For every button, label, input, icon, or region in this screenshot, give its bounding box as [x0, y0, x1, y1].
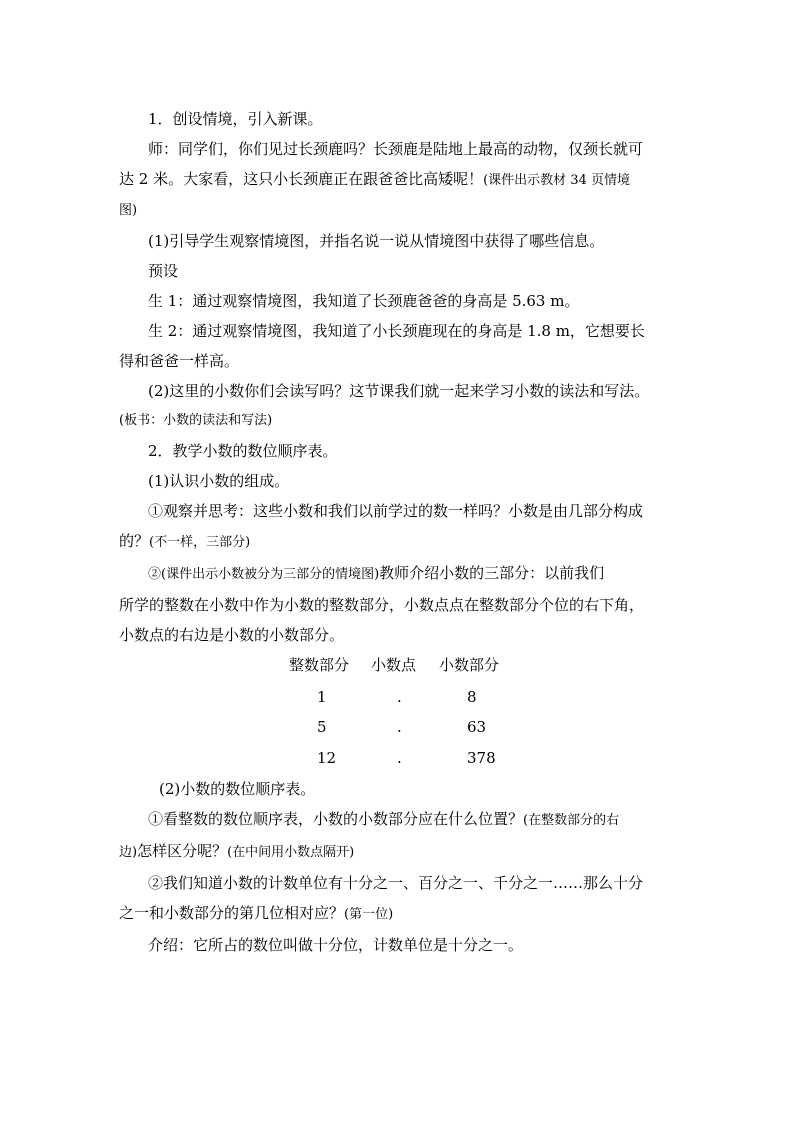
- courseware-note-2: ②(课件出示小数被分为三部分的情境图): [148, 567, 380, 582]
- courseware-note-end: 图): [119, 203, 138, 218]
- sub-question-1: (1)认识小数的组成。: [148, 472, 290, 490]
- section1-heading: 1．创设情境，引入新课。: [148, 110, 323, 128]
- header-decimal-part: 小数部分: [439, 656, 500, 674]
- teacher-speech-text: 达 2 米。大家看，这只小长颈鹿正在跟爸爸比高矮呢！: [119, 170, 484, 188]
- know-line2: [119, 898, 687, 930]
- observe-answer-note: (不一样，三部分): [149, 535, 251, 550]
- look-line1: [119, 804, 687, 836]
- look-answer-note-2: (在中间用小数点隔开): [227, 845, 355, 860]
- table-cell: 8: [467, 688, 477, 706]
- teacher-speech-line1: 师：同学们，你们见过长颈鹿吗？长颈鹿是陆地上最高的动物，仅颈长就可: [148, 140, 644, 158]
- table-cell: 378: [467, 749, 496, 767]
- sub-question-2: (2)小数的数位顺序表。: [159, 780, 316, 798]
- look-text: ①看整数的数位顺序表，小数的小数部分应在什么位置？: [148, 810, 524, 828]
- look-answer-note-end: 边): [119, 845, 138, 860]
- look-question: 怎样区分呢？: [137, 842, 228, 860]
- lesson-content: [119, 104, 687, 960]
- decimal-parts-table: [119, 650, 687, 774]
- table-cell: .: [397, 718, 402, 736]
- table-row: [119, 712, 687, 742]
- preset-label: 预设: [148, 262, 179, 280]
- courseware-note: (课件出示教材 34 页情境: [483, 173, 630, 188]
- question-2: (2)这里的小数你们会读写吗？这节课我们就一起来学习小数的读法和写法。: [148, 382, 650, 400]
- intro-line1: [119, 558, 687, 590]
- observe-line1: ①观察并思考：这些小数和我们以前学过的数一样吗？小数是由几部分构成: [148, 502, 644, 520]
- look-line2: [119, 836, 687, 868]
- student-2-answer-line2: 得和爸爸一样高。: [119, 352, 240, 370]
- observe-text: 的？: [119, 532, 150, 550]
- student-1-answer: 生 1：通过观察情境图，我知道了长颈鹿爸爸的身高是 5.63 m。: [148, 292, 580, 310]
- table-row: [119, 682, 687, 712]
- summary-line: 介绍：它所占的数位叫做十分位，计数单位是十分之一。: [148, 936, 524, 954]
- student-2-answer-line1: 生 2：通过观察情境图，我知道了小长颈鹿现在的身高是 1.8 m，它想要长: [148, 322, 645, 340]
- header-integer-part: 整数部分: [289, 656, 350, 674]
- table-cell: 12: [317, 749, 337, 767]
- section2-heading: 2．教学小数的数位顺序表。: [148, 442, 338, 460]
- know-answer-note: (第一位): [344, 907, 394, 922]
- table-cell: .: [397, 749, 402, 767]
- table-header-row: [119, 650, 687, 680]
- look-answer-note: (在整数部分的右: [523, 813, 620, 828]
- table-cell: 1: [317, 688, 327, 706]
- intro-line3: 小数点的右边是小数的小数部分。: [119, 626, 345, 644]
- intro-text: 教师介绍小数的三部分：以前我们: [379, 564, 605, 582]
- table-cell: 63: [467, 718, 487, 736]
- board-note: (板书：小数的读法和写法): [119, 413, 273, 428]
- question-1: (1)引导学生观察情境图，并指名说一说从情境图中获得了哪些信息。: [148, 232, 605, 250]
- table-cell: .: [397, 688, 402, 706]
- table-row: [119, 743, 687, 773]
- header-decimal-point: 小数点: [371, 656, 417, 674]
- intro-line2: 所学的整数在小数中作为小数的整数部分，小数点点在整数部分个位的右下角，: [119, 596, 645, 614]
- teacher-speech-line2: [119, 164, 687, 196]
- know-line1: ②我们知道小数的计数单位有十分之一、百分之一、千分之一……那么十分: [148, 874, 644, 892]
- table-cell: 5: [317, 718, 327, 736]
- know-question: 之一和小数部分的第几位相对应？: [119, 904, 345, 922]
- observe-line2: [119, 526, 687, 558]
